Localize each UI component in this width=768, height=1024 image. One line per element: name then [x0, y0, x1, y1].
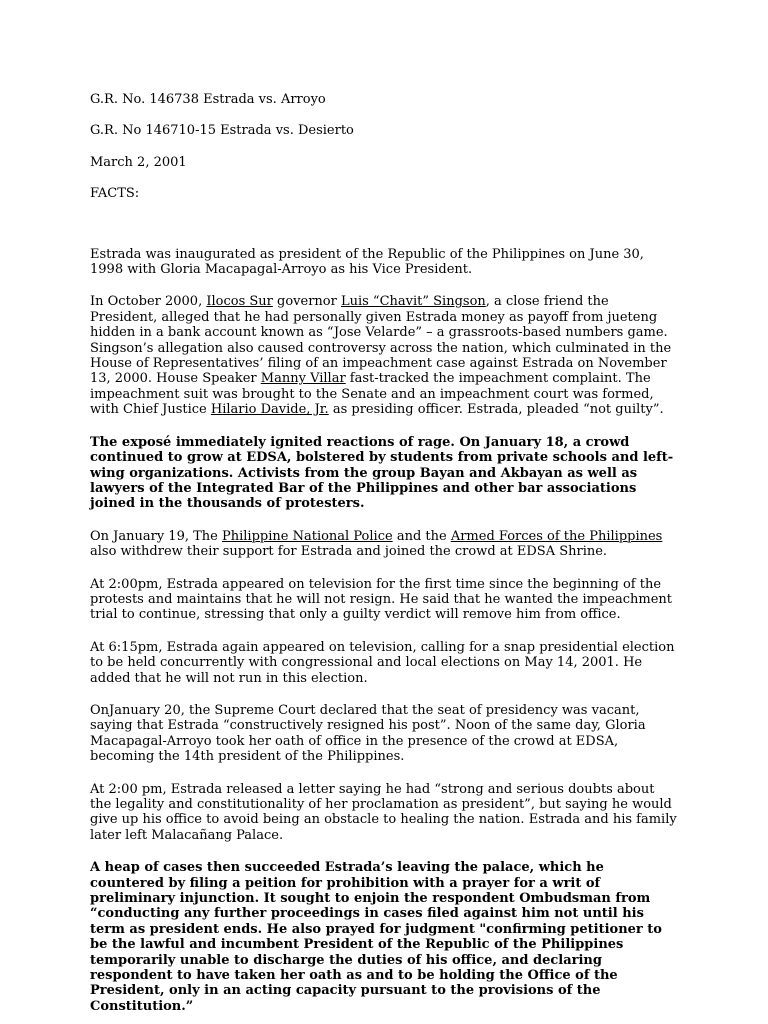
- link-ilocos-sur[interactable]: Ilocos Sur: [206, 294, 273, 310]
- paragraph-petition: A heap of cases then succeeded Estrada’s leaving the palace, which he countered by filing a peition for prohibition with a prayer for a writ of preliminary injunction. It sought to enjoin the respondent Ombudsman from “conducting any further proceedings in cases filed against him not until his term as president ends. He also prayed for judgment "confirming petitioner to be the lawful and incumbent President of the Republic of the Philippines temporarily unable to discharge the duties of his office, and declaring respondent to have taken her oath as and to be holding the Office of the President, only in an acting capacity pursuant to the provisions of the Constitution.”: [90, 860, 662, 1014]
- text: On January 19, The: [90, 528, 222, 544]
- link-philippine-national-police[interactable]: Philippine National Police: [222, 528, 393, 544]
- text: , a close friend the President, alleged that he had personally given Estrada money as payoff from jueteng hidden in a bank account known as “Jose Velarde” – a grassroots-based numbers game. Singson’s allegation also caused controversy across the nation, which culminated in the House of Representatives’ filing of an impeachment case against Estrada on November 13, 2000. House Speaker: [90, 294, 672, 387]
- facts-heading: FACTS:: [90, 186, 140, 202]
- decision-date: March 2, 2001: [90, 154, 187, 170]
- text: In October 2000,: [90, 294, 207, 310]
- spacer: [90, 202, 678, 247]
- case-number-2: G.R. No 146710-15 Estrada vs. Desierto: [90, 123, 354, 139]
- paragraph-television-2: At 6:15pm, Estrada again appeared on television, calling for a snap presidential election to be held concurrently with congressional and local elections on May 14, 2001. He added that he will not run in this election.: [90, 639, 675, 686]
- paragraph-impeachment: [90, 294, 678, 417]
- link-manny-villar[interactable]: Manny Villar: [260, 371, 346, 387]
- text: as presiding officer. Estrada, pleaded “not guilty”.: [328, 402, 664, 418]
- text: governor: [272, 294, 341, 310]
- paragraph-supreme-court: OnJanuary 20, the Supreme Court declared that the seat of presidency was vacant, saying that Estrada “constructively resigned his post”. Noon of the same day, Gloria Macapagal-Arroyo took her oath of office in the presence of the crowd at EDSA, becoming the 14th president of the Philippines.: [90, 702, 646, 765]
- paragraph-expose: The exposé immediately ignited reactions of rage. On January 18, a crowd continued to grow at EDSA, bolstered by students from private schools and left-wing organizations. Activists from the group Bayan and Akbayan as well as lawyers of the Integrated Bar of the Philippines and other bar associations joined in the thousands of protesters.: [90, 434, 674, 512]
- paragraph-television-1: At 2:00pm, Estrada appeared on television for the first time since the beginning of the protests and maintains that he will not resign. He said that he wanted the impeachment trial to continue, stressing that only a guilty verdict will remove him from office.: [90, 576, 673, 623]
- case-number-1: G.R. No. 146738 Estrada vs. Arroyo: [90, 92, 326, 107]
- paragraph-withdrawal: [90, 529, 678, 560]
- text: fast-tracked the impeachment complaint. The impeachment suit was brought to the Senate and an impeachment court was formed, with Chief Justice: [90, 371, 654, 418]
- paragraph-letter: At 2:00 pm, Estrada released a letter saying he had “strong and serious doubts about the legality and constitutionality of her proclamation as president”, but saying he would give up his office to avoid being an obstacle to healing the nation. Estrada and his family later left Malacañang Palace.: [90, 781, 677, 843]
- text: also withdrew their support for Estrada and joined the crowd at EDSA Shrine.: [90, 544, 608, 560]
- text: and the: [392, 528, 451, 544]
- link-luis-singson[interactable]: Luis “Chavit” Singson: [340, 294, 486, 310]
- link-armed-forces[interactable]: Armed Forces of the Philippines: [450, 528, 663, 544]
- paragraph-inauguration: Estrada was inaugurated as president of the Republic of the Philippines on June 30, 1998 with Gloria Macapagal-Arroyo as his Vice President.: [90, 246, 644, 278]
- link-hilario-davide[interactable]: Hilario Davide, Jr.: [210, 402, 329, 418]
